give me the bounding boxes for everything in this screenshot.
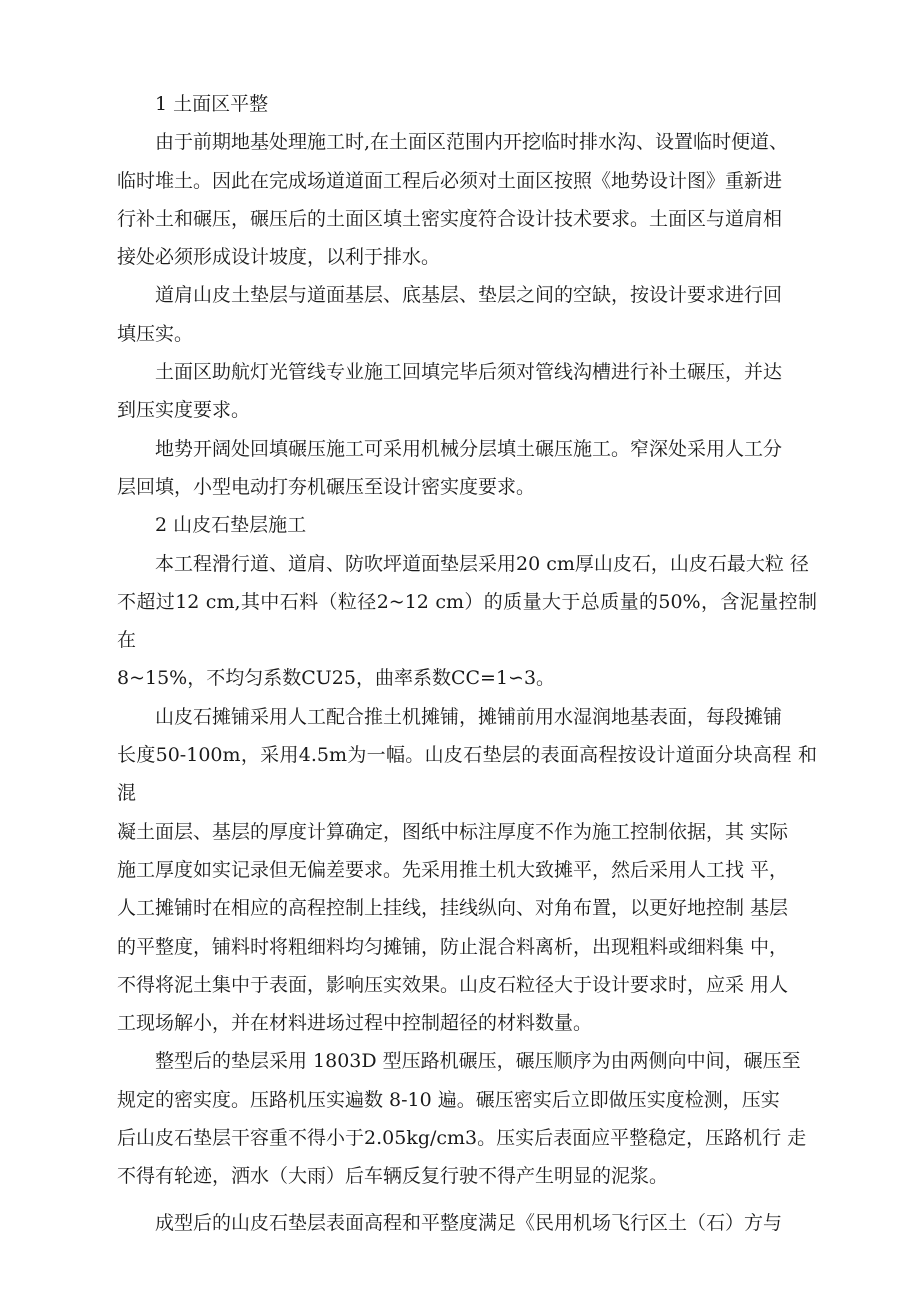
body-paragraph: 成型后的山皮石垫层表面高程和平整度满足《民用机场飞行区土（石）方与: [155, 1211, 783, 1234]
body-paragraph: 土面区助航灯光管线专业施工回填完毕后须对管线沟槽进行补土碾压，并达 到压实度要求。: [117, 361, 783, 422]
body-paragraph: 由于前期地基处理施工时,在土面区范围内开挖临时排水沟、设置临时便道、 临时堆土。因此在完成场道道面工程后必须对土面区按照《地势设计图》重新进 行补土和碾压，碾压后的土面区填土密实度符合设计技术要求。土面区与道肩相 接处必须形成设计坡度，以利于排水。: [117, 131, 789, 269]
section-heading: 1 土面区平整: [155, 93, 269, 115]
body-paragraph: 整型后的垫层采用 1803D 型压路机碾压，碾压顺序为由两侧向中间，碾压至 规定的密实度。压路机压实遍数 8-10 遍。碾压密实后立即做压实度检测，压实 后山皮石垫层干容重不得小于2.05kg/cm3。压实后表面应平整稳定，压路机行 走 不得有轮迹，洒水（大雨）后车辆反复行驶不得产生明显的泥浆。: [117, 1050, 807, 1188]
section-heading: 2 山皮石垫层施工: [155, 514, 307, 537]
body-paragraph: 本工程滑行道、道肩、防吹坪道面垫层采用20 cm厚山皮石，山皮石最大粒 径 不超过12 cm,其中石料（粒径2~12 cm）的质量大于总质量的50%，含泥量控制 在 8~15%，不均匀系数CU25，曲率系数CC=1∽3。: [117, 552, 817, 690]
body-paragraph: 山皮石摊铺采用人工配合推土机摊铺，摊铺前用水湿润地基表面，每段摊铺 长度50-100m，采用4.5m为一幅。山皮石垫层的表面高程按设计道面分块高程 和混 凝土面层、基层的厚度计算确定，图纸中标注厚度不作为施工控制依据，其 实际 施工厚度如实记录但无偏差要求。先采用推土机大致摊平，然后采用人工找 平， 人工摊铺时在相应的高程控制上挂线，挂线纵向、对角布置，以更好地控制 基层 的平整度，铺料时将粗细料均匀摊铺，防止混合料离析，出现粗料或细料集 中， 不得将泥土集中于表面，影响压实效果。山皮石粒径大于设计要求时，应采 用人 工现场解小，并在材料进场过程中控制超径的材料数量。: [117, 705, 817, 1035]
body-paragraph: 地势开阔处回填碾压施工可采用机械分层填土碾压施工。窄深处采用人工分 层回填，小型电动打夯机碾压至设计密实度要求。: [117, 437, 783, 498]
body-paragraph: 道肩山皮土垫层与道面基层、底基层、垫层之间的空缺，按设计要求进行回 填压实。: [117, 284, 783, 345]
document-body: [117, 85, 817, 1242]
